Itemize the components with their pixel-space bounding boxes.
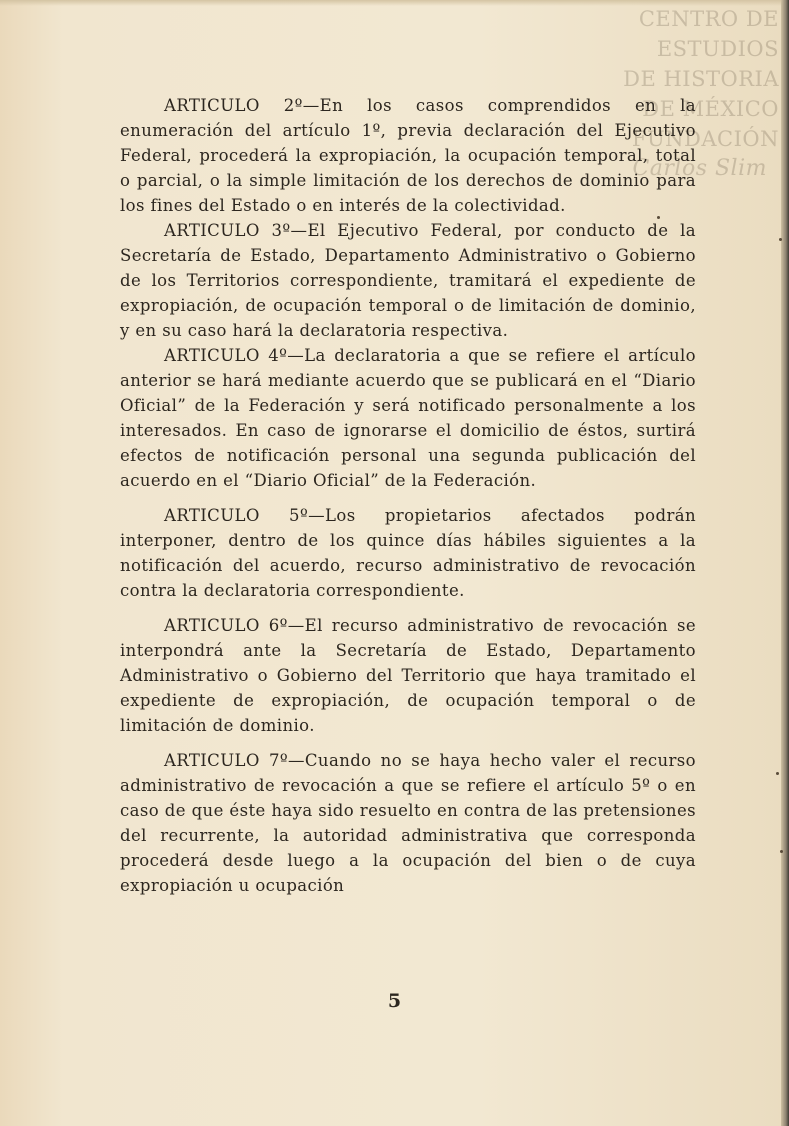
- page-number: 5: [387, 990, 402, 1012]
- paper-speck: [776, 772, 779, 775]
- watermark-line: CENTRO DE: [638, 7, 779, 31]
- watermark-line: ESTUDIOS: [656, 37, 779, 61]
- article-7-paragraph: ARTICULO 7º—Cuando no se haya hecho valer el recurso administrativo de revocación a que se refiere el artículo 5º o en caso de que éste haya sido resuelto en contra de las pretensiones del recurrente, la autoridad administrativa que corresponda procederá desde luego a la ocupación del bien o de cuya expropiación u ocupación: [120, 751, 696, 895]
- article-4-paragraph: ARTICULO 4º—La declaratoria a que se refiere el artículo anterior se hará mediante acuerdo que se publicará en el “Diario Oficial” de la Federación y será notificado personalmente a los interesados. En caso de ignorarse el domicilio de éstos, surtirá efectos de notificación personal una segunda publicación del acuerdo en el “Diario Oficial” de la Federación.: [120, 346, 696, 490]
- paper-speck: [780, 850, 783, 853]
- watermark-line: FUNDACIÓN: [631, 127, 779, 151]
- watermark-line: DE HISTORIA: [623, 67, 779, 91]
- paper-speck: [657, 216, 660, 219]
- article-3-paragraph: ARTICULO 3º—El Ejecutivo Federal, por conducto de la Secretaría de Estado, Departamento Administrativo o Gobierno de los Territorios correspondiente, tramitará el expediente de expropiación, de ocupación temporal o de limitación de dominio, y en su caso hará la declaratoria respectiva.: [120, 221, 696, 340]
- paper-speck: [779, 238, 782, 241]
- book-spine-shadow: [781, 0, 789, 1126]
- article-6-paragraph: ARTICULO 6º—El recurso administrativo de revocación se interpondrá ante la Secretaría de Estado, Departamento Administrativo o Gobierno del Territorio que haya tramitado el expediente de expropiación, de ocupación temporal o de limitación de dominio.: [120, 616, 696, 735]
- body-text: [120, 93, 696, 898]
- watermark-line: DE MÉXICO: [642, 97, 779, 121]
- article-5-paragraph: ARTICULO 5º—Los propietarios afectados podrán interponer, dentro de los quince días hábiles siguientes a la notificación del acuerdo, recurso administrativo de revocación contra la declaratoria correspondiente.: [120, 506, 696, 600]
- watermark-signature: Carlos Slim: [632, 156, 767, 181]
- article-2-paragraph: ARTICULO 2º—En los casos comprendidos en la enumeración del artículo 1º, previa declaración del Ejecutivo Federal, procederá la expropiación, la ocupación temporal, total o parcial, o la simple limitación de los derechos de dominio para los fines del Estado o en interés de la colectividad.: [120, 96, 696, 215]
